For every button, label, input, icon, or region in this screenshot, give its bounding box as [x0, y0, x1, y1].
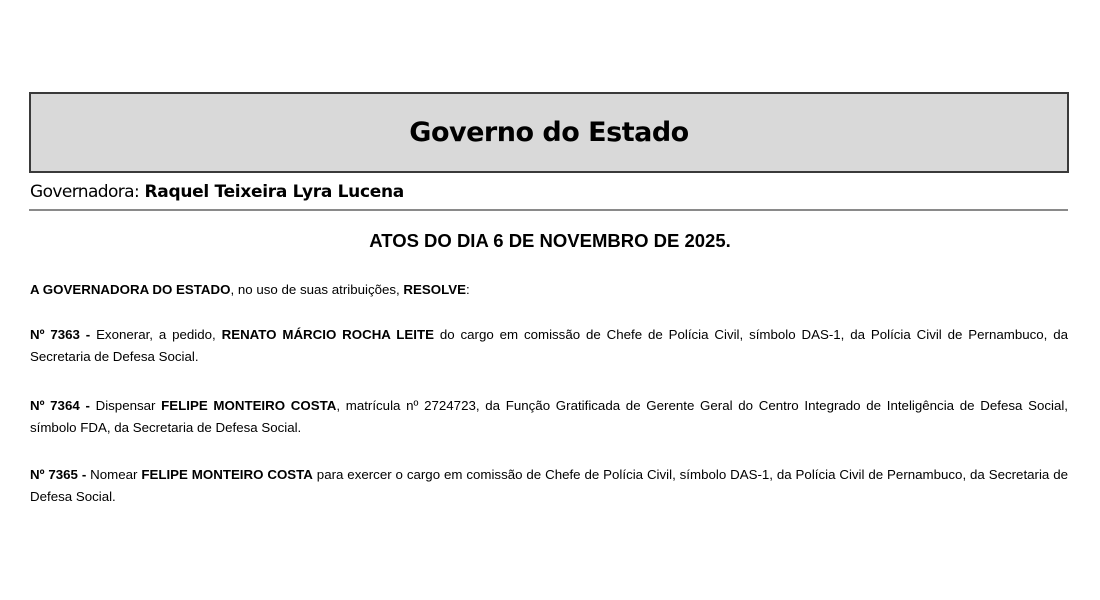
act-person: FELIPE MONTEIRO COSTA	[161, 398, 337, 413]
act-7365	[30, 464, 1068, 508]
act-text: , matrícula nº 2724723, da Função Gratificada de Gerente Geral do Centro Integrado de Inteligência de Defesa Social, símbolo FDA, da Secretaria de Defesa Social.	[30, 398, 1068, 435]
act-7364	[30, 395, 1068, 439]
governor-line	[30, 182, 404, 202]
document-title: ATOS DO DIA 6 DE NOVEMBRO DE 2025.	[369, 230, 731, 251]
governor-name: Raquel Teixeira Lyra Lucena	[144, 182, 404, 202]
act-number: Nº 7364 -	[30, 398, 90, 413]
act-7363	[30, 324, 1068, 368]
preamble-text: , no uso de suas atribuições,	[230, 282, 404, 297]
divider	[29, 209, 1068, 211]
act-text: Exonerar, a pedido,	[90, 327, 222, 342]
header-box	[29, 92, 1069, 173]
governor-label: Governadora:	[30, 182, 140, 202]
preamble	[30, 279, 1068, 301]
act-number: Nº 7365 -	[30, 467, 87, 482]
act-text: Nomear	[86, 467, 142, 482]
act-number: Nº 7363 -	[30, 327, 91, 342]
act-person: RENATO MÁRCIO ROCHA LEITE	[221, 327, 434, 342]
act-text: Dispensar	[89, 398, 162, 413]
preamble-end: :	[465, 282, 470, 297]
preamble-subject: A GOVERNADORA DO ESTADO	[30, 282, 231, 297]
header-title: Governo do Estado	[409, 117, 689, 148]
act-person: FELIPE MONTEIRO COSTA	[141, 467, 313, 482]
preamble-resolve: RESOLVE	[403, 282, 466, 297]
act-text: para exercer o cargo em comissão de Chefe de Polícia Civil, símbolo DAS-1, da Polícia Civil de Pernambuco, da Secretaria de Defesa Social.	[30, 467, 1069, 504]
act-text: do cargo em comissão de Chefe de Polícia Civil, símbolo DAS-1, da Polícia Civil de Pernambuco, da Secretaria de Defesa Social.	[30, 327, 1069, 364]
